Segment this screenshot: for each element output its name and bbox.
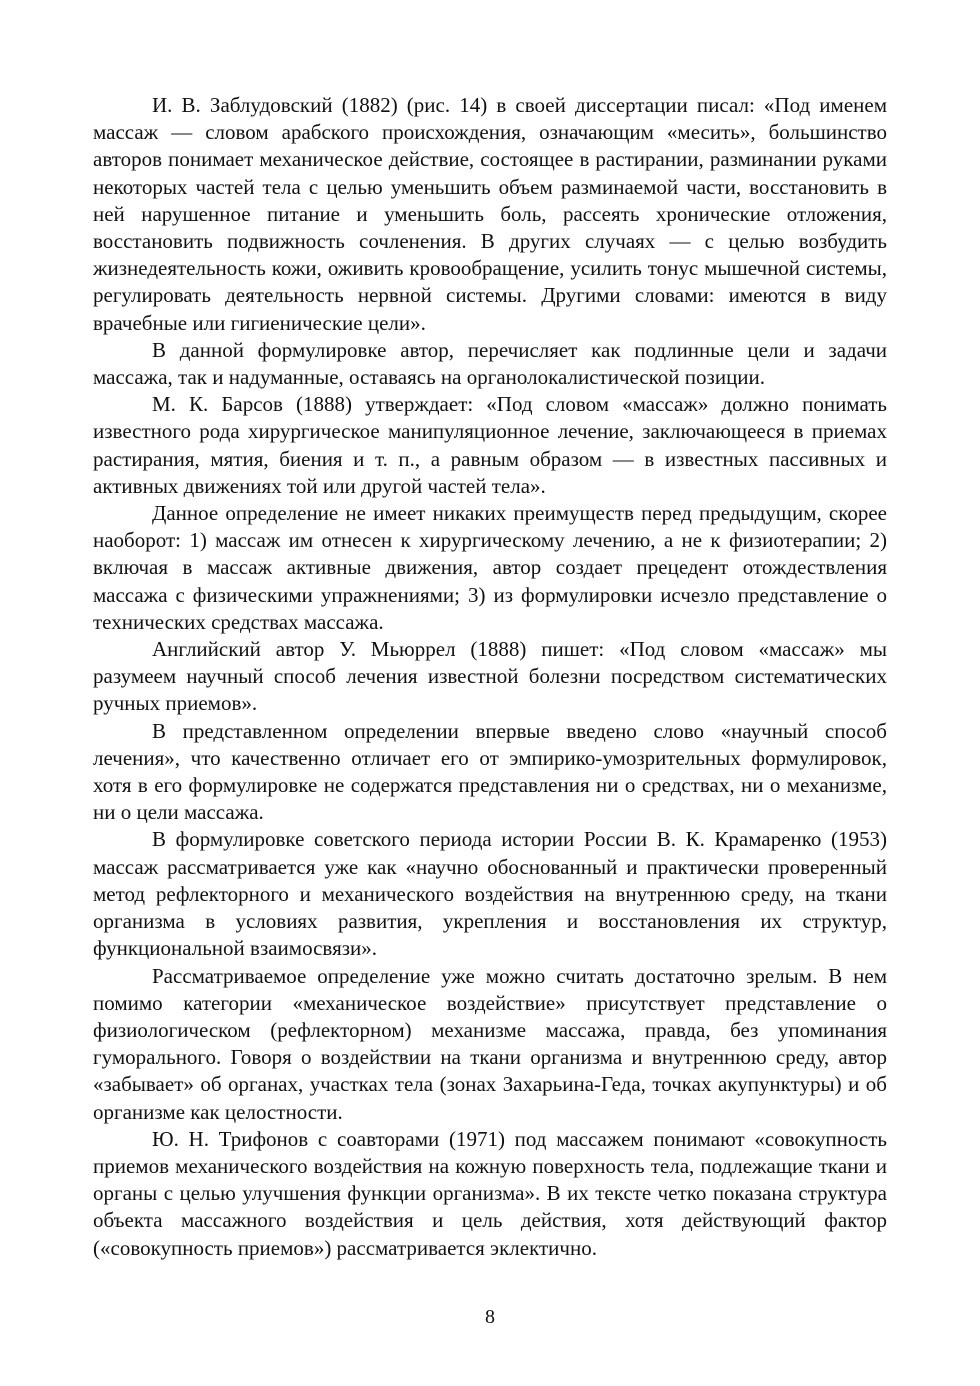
paragraph-barsov: М. К. Барсов (1888) утверждает: «Под словом «массаж» должно понимать известного рода хирургическое манипуляционное лечение, заключающееся в приемах растирания, мятия, биения и т. п., а равным образом — в известных пассивных и активных движениях той или другой частей тела». — [93, 392, 887, 498]
paragraph-kramarenko: В формулировке советского периода истории России В. К. Крамаренко (1953) массаж рассматривается уже как «научно обоснованный и практически проверенный метод рефлекторного и механического воздействия на внутреннюю среду, на ткани организма в условиях развития, укрепления и восстановления их структур, функциональной взаимосвязи». — [93, 827, 887, 961]
paragraph-barsov-comment: Данное определение не имеет никаких преимуществ перед предыдущим, скорее наоборот: 1) массаж им отнесен к хирургическому лечению, а не к физиотерапии; 2) включая в массаж активные движения, автор создает прецедент отождествления массажа с физическими упражнениями; 3) из формулировки исчезло представление о технических средствах массажа. — [93, 501, 887, 634]
paragraph-zabludovsky: И. В. Заблудовский (1882) (рис. 14) в своей диссертации писал: «Под именем массаж — словом арабского происхождения, означающим «месить», большинство авторов понимает механическое действие, состоящее в растирании, разминании руками некоторых частей тела с целью уменьшить объем разминаемой части, восстановить в ней нарушенное питание и уменьшить боль, рассеять хронические отложения, восстановить подвижность сочленения. В других случаях — с целью возбудить жизнедеятельность кожи, оживить кровообращение, усилить тонус мышечной системы, регулировать деятельность нервной системы. Другими словами: имеются в виду врачебные или гигиенические цели». — [93, 93, 887, 335]
page-body — [93, 92, 887, 1262]
page-number: 8 — [485, 1306, 495, 1328]
paragraph-zabludovsky-comment: В данной формулировке автор, перечисляет как подлинные цели и задачи массажа, так и надуманные, оставаясь на органолокалистической позиции. — [93, 337, 887, 390]
paragraph-trifonov: Ю. Н. Трифонов с соавторами (1971) под массажем понимают «совокупность приемов механического воздействия на кожную поверхность тела, подлежащие ткани и органы с целью улучшения функции организма». В их тексте четко показана структура объекта массажного воздействия и цель действия, хотя действующий фактор («совокупность приемов») рассматривается эклектично. — [93, 1126, 887, 1260]
paragraph-murrell: Английский автор У. Мьюррел (1888) пишет: «Под словом «массаж» мы разумеем научный способ лечения известной болезни посредством систематических ручных приемов». — [93, 637, 887, 716]
paragraph-murrell-comment: В представленном определении впервые введено слово «научный способ лечения», что качественно отличает его от эмпирико-умозрительных формулировок, хотя в его формулировке не содержатся представления ни о средствах, ни о механизме, ни о цели массажа. — [93, 718, 887, 825]
paragraph-kramarenko-comment: Рассматриваемое определение уже можно считать достаточно зрелым. В нем помимо категории «механическое воздействие» присутствует представление о физиологическом (рефлекторном) механизме массажа, правда, без упоминания гуморального. Говоря о воздействии на ткани организма и внутреннюю среду, автор «забывает» об органах, участках тела (зонах Захарьина-Геда, точках акупунктуры) и об организме как целостности. — [93, 963, 887, 1124]
